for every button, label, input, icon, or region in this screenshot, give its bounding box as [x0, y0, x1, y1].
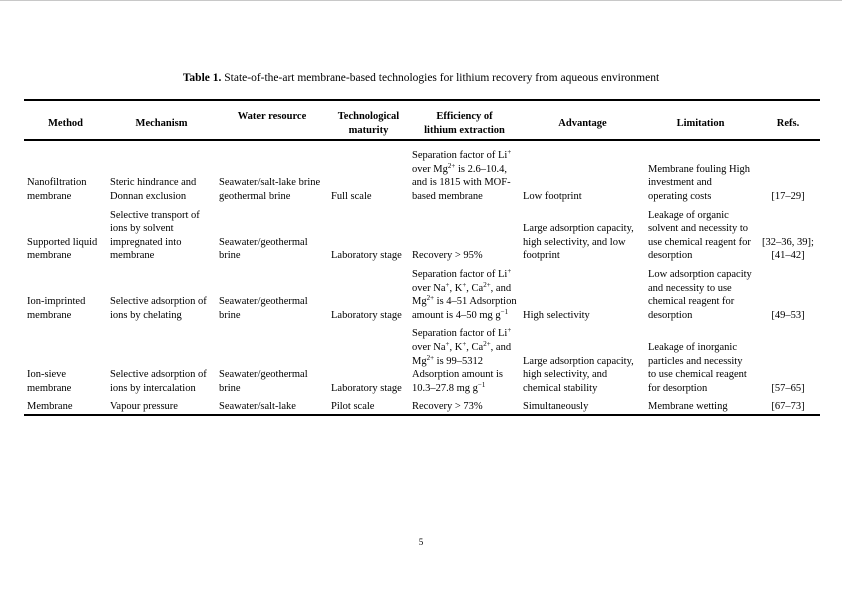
cell-water-resource: Seawater/geothermal brine: [219, 369, 308, 394]
cell-advantage: Large adsorption capacity, high selectivity, and chemical stability: [523, 355, 634, 394]
cell-technological-maturity: Full scale: [331, 190, 372, 202]
table-row: [24, 325, 820, 398]
cell-method: Nanofiltration membrane: [27, 177, 87, 202]
cell-method: Ion-imprinted membrane: [27, 296, 86, 321]
cell-limitation: Leakage of organic solvent and necessity to use chemical reagent for desorption: [648, 209, 751, 262]
cell-mechanism: Steric hindrance and Donnan exclusion: [110, 177, 197, 202]
table-body: [24, 140, 820, 415]
cell-advantage: Large adsorption capacity, high selectivity, and low footprint: [523, 223, 634, 262]
cell-efficiency: Separation factor of Li+ over Na+, K+, $Ca^{2+}$, and $Mg^{2+}$ is 4–51 Adsorption amount is 4–50 mg $g^{-1}$: [412, 266, 517, 321]
header-efficiency: Efficiency of lithium extraction: [424, 111, 505, 136]
cell-refs: [67–73]: [771, 401, 805, 413]
cell-mechanism: Selective adsorption of ions by chelating: [110, 296, 207, 321]
page-number: 5: [418, 537, 424, 547]
cell-limitation: Membrane wetting: [648, 401, 728, 413]
table-caption-text: State-of-the-art membrane-based technologies for lithium recovery from aqueous environment: [224, 72, 660, 84]
cell-limitation: Leakage of inorganic particles and necessity to use chemical reagent for desorption: [648, 341, 747, 394]
page-top-border: [0, 0, 842, 1]
table-header-row: [24, 100, 820, 140]
cell-efficiency: Recovery > 95%: [412, 250, 483, 262]
cell-mechanism: Vapour pressure: [110, 401, 178, 413]
cell-method: Ion-sieve membrane: [27, 369, 72, 394]
table-caption-label: Table 1.: [182, 72, 222, 84]
header-water-resource: Water resource: [237, 111, 307, 122]
header-advantage: Advantage: [558, 117, 607, 129]
cell-method: Supported liquid membrane: [27, 236, 98, 262]
cell-technological-maturity: Laboratory stage: [331, 250, 402, 262]
cell-technological-maturity: Laboratory stage: [331, 309, 402, 321]
cell-technological-maturity: Pilot scale: [331, 401, 375, 413]
cell-limitation: Membrane fouling High investment and operating costs: [648, 163, 751, 202]
cell-advantage: Low footprint: [523, 190, 582, 202]
table-row: [24, 398, 820, 415]
cell-advantage: Simultaneously: [523, 401, 589, 413]
cell-refs: [32–36, 39]; [41–42]: [762, 236, 814, 262]
cell-refs: [49–53]: [771, 309, 805, 321]
header-method: Method: [48, 117, 83, 129]
cell-technological-maturity: Laboratory stage: [331, 382, 402, 394]
cell-refs: [17–29]: [771, 190, 805, 202]
cell-method: Membrane: [27, 401, 73, 413]
cell-limitation: Low adsorption capacity and necessity to use chemical reagent for desorption: [648, 268, 752, 321]
header-limitation: Limitation: [676, 117, 725, 129]
cell-refs: [57–65]: [771, 382, 805, 394]
cell-water-resource: Seawater/geothermal brine: [219, 296, 308, 321]
header-mechanism: Mechanism: [135, 117, 188, 129]
cell-water-resource: Seawater/salt-lake: [219, 401, 296, 413]
header-refs: Refs.: [776, 117, 800, 129]
header-technological-maturity: Technological maturity: [337, 111, 400, 136]
cell-efficiency: Separation factor of Li+ over $Mg^{2+}$ is 2.6–10.4, and is 1815 with MOF-based membrane: [412, 148, 512, 202]
cell-mechanism: Selective transport of ions by solvent impregnated into membrane: [110, 209, 200, 262]
cell-efficiency: Separation factor of Li+ over Na+, K+, $Ca^{2+}$, and $Mg^{2+}$ is 99–5312 Adsorption amount is 10.3–27.8 mg $g^{-1}$: [412, 326, 512, 394]
cell-mechanism: Selective adsorption of ions by intercalation: [110, 369, 207, 394]
cell-water-resource: Seawater/salt-lake brine geothermal brine: [219, 177, 321, 202]
table-row: [24, 266, 820, 325]
cell-advantage: High selectivity: [523, 309, 590, 321]
cell-efficiency: Recovery > 73%: [412, 401, 483, 413]
table-container: [24, 99, 820, 416]
lithium-membrane-table: [24, 99, 820, 416]
table-caption: [0, 72, 842, 84]
cell-water-resource: Seawater/geothermal brine: [219, 236, 308, 262]
table-row: [24, 140, 820, 206]
table-row: [24, 207, 820, 266]
